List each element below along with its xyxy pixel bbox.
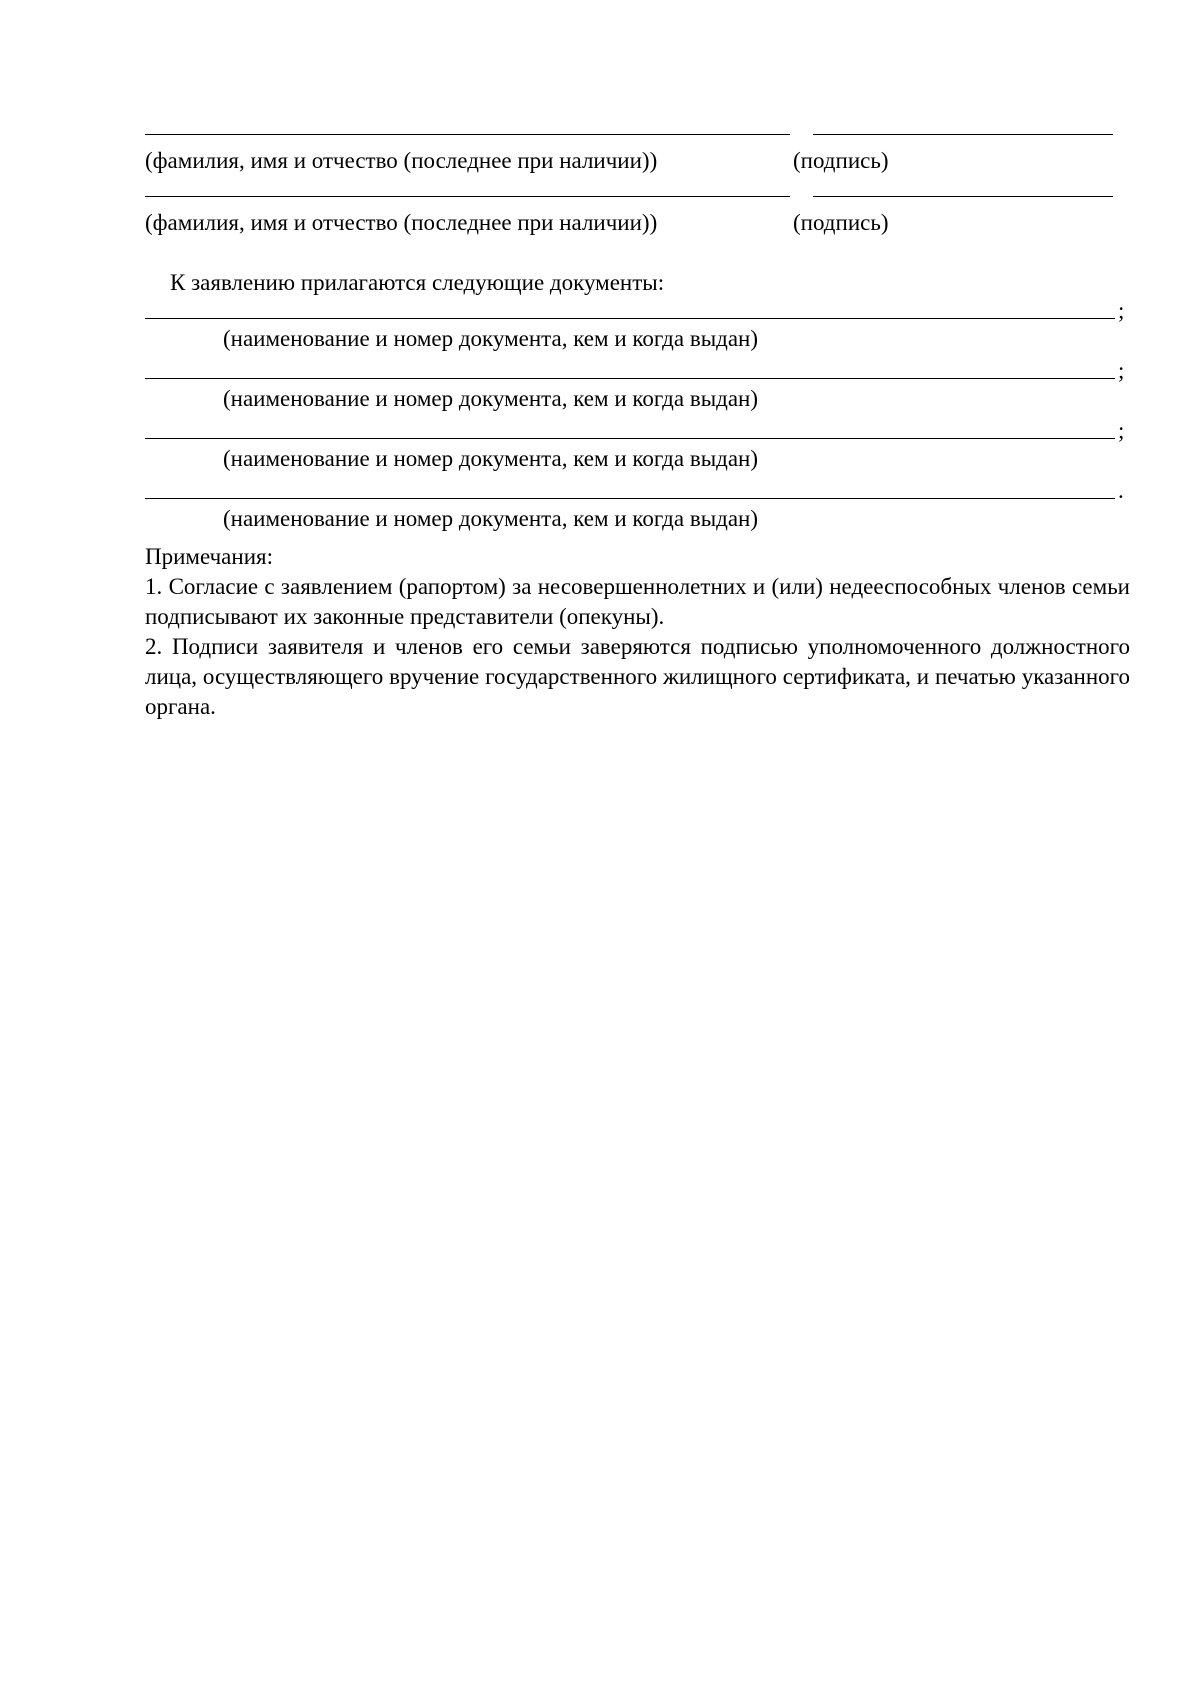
- attachment-row-2: [145, 358, 1130, 440]
- signature-caption: (подпись): [793, 210, 889, 235]
- attachment-row-3: [145, 418, 1130, 500]
- attachment-line: [145, 438, 1115, 439]
- signature-block-2: [145, 196, 1115, 238]
- name-line: [145, 196, 790, 197]
- attachment-line: [145, 378, 1115, 379]
- attachment-caption: (наименование и номер документа, кем и когда выдан): [223, 506, 759, 531]
- notes-heading: Примечания:: [145, 544, 273, 569]
- signature-block-1: [145, 134, 1115, 176]
- attachment-punctuation: ;: [1118, 298, 1125, 323]
- attachment-caption: (наименование и номер документа, кем и когда выдан): [223, 386, 759, 411]
- note-item-2: 2. Подписи заявителя и членов его семьи заверяются подписью уполномоченного должностного лица, осуществляющего вручение государственного жилищного сертификата, и печатью указанного органа.: [145, 634, 1130, 719]
- signature-caption: (подпись): [793, 148, 889, 173]
- name-caption: (фамилия, имя и отчество (последнее при наличии)): [145, 148, 658, 173]
- attachment-caption: (наименование и номер документа, кем и когда выдан): [223, 446, 759, 471]
- attachment-punctuation: ;: [1118, 358, 1125, 383]
- attachment-punctuation: .: [1118, 478, 1124, 503]
- notes-section: [145, 542, 1130, 722]
- signature-line: [813, 196, 1113, 197]
- name-caption: (фамилия, имя и отчество (последнее при наличии)): [145, 210, 658, 235]
- name-line: [145, 134, 790, 135]
- attachment-caption: (наименование и номер документа, кем и когда выдан): [223, 326, 759, 351]
- attachment-line: [145, 498, 1115, 499]
- attachment-punctuation: ;: [1118, 418, 1125, 443]
- attachment-line: [145, 318, 1115, 319]
- attachments-intro: К заявлению прилагаются следующие документы:: [170, 270, 665, 295]
- signature-line: [813, 134, 1113, 135]
- attachment-row-1: [145, 298, 1130, 380]
- note-item-1: 1. Согласие с заявлением (рапортом) за несовершеннолетних и (или) недееспособных членов семьи подписывают их законные представители (опекуны).: [145, 574, 1130, 629]
